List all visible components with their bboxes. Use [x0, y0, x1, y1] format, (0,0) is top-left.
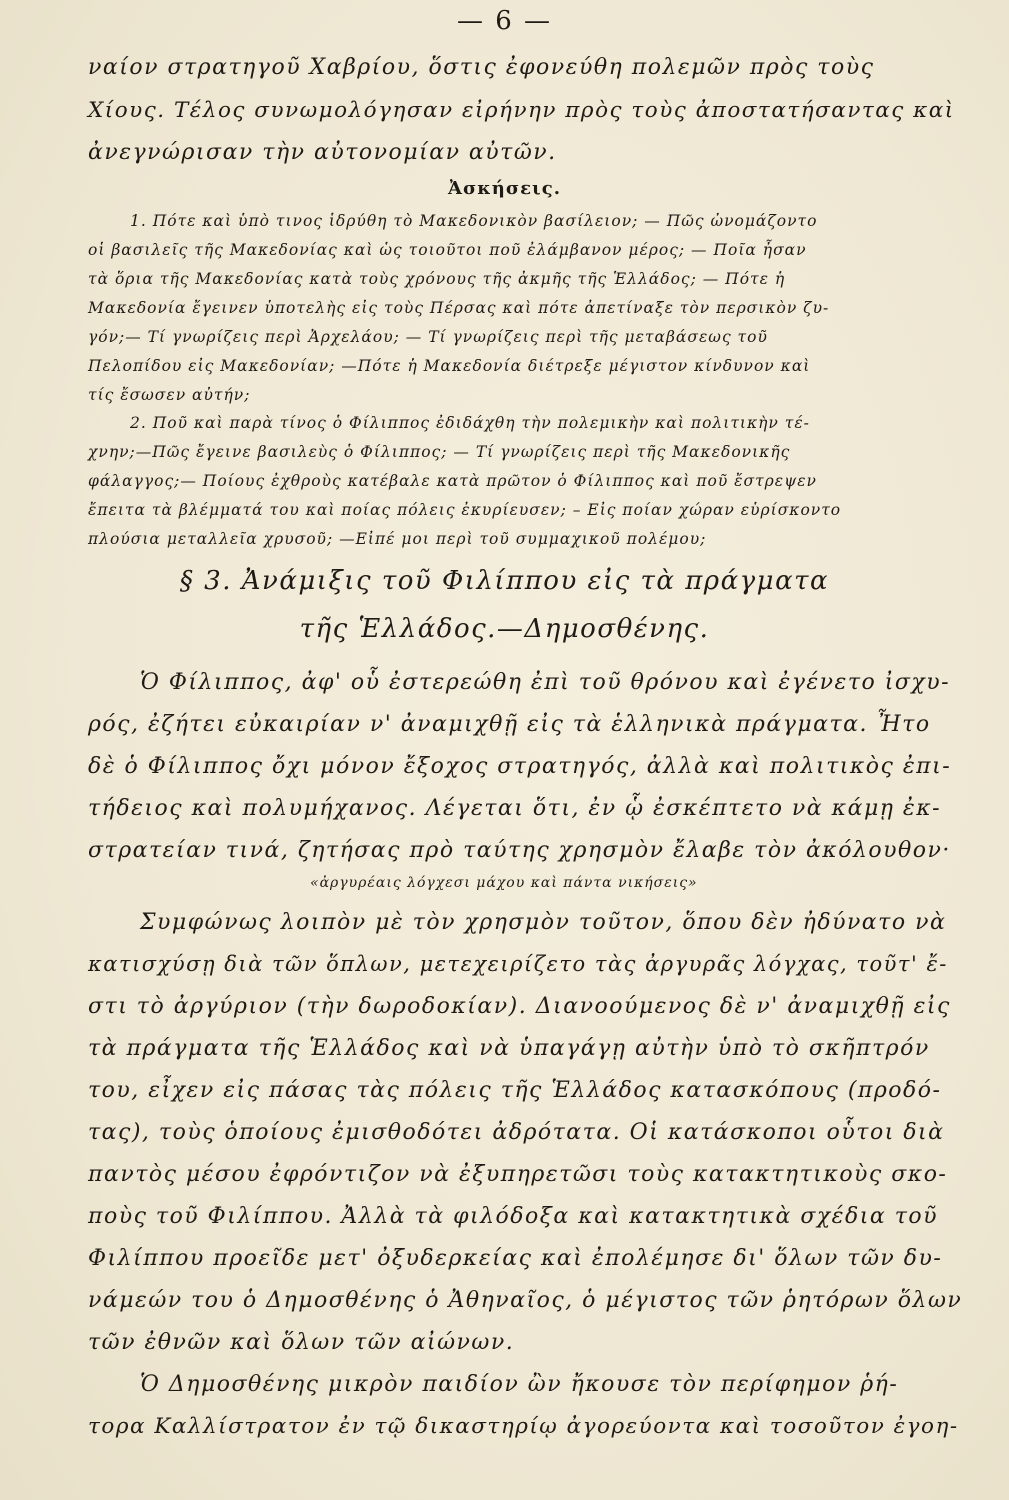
body-line: στι τὸ ἀργύριον (τὴν δωροδοκίαν). Διανοούμενος δὲ ν' ἀναμιχθῇ εἰς: [88, 994, 951, 1019]
section-title: § 3. Ἀνάμιξις τοῦ Φιλίππου εἰς τὰ πράγματα: [179, 566, 830, 596]
exercise-line: 2. Ποῦ καὶ παρὰ τίνος ὁ Φίλιππος ἐδιδάχθη τὴν πολεμικὴν καὶ πολιτικὴν τέ-: [130, 414, 810, 432]
exercise-line: 1. Πότε καὶ ὑπὸ τινος ἱδρύθη τὸ Μακεδονικὸν βασίλειον; — Πῶς ὠνομάζοντο: [130, 212, 818, 230]
oracle-quote: «ἀργυρέαις λόγχεσι μάχου καὶ πάντα νικήσεις»: [310, 875, 698, 891]
body-line: Συμφώνως λοιπὸν μὲ τὸν χρησμὸν τοῦτον, ὅπου δὲν ἠδύνατο νὰ: [140, 910, 947, 935]
body-line: ποὺς τοῦ Φιλίππου. Ἀλλὰ τὰ φιλόδοξα καὶ κατακτητικὰ σχέδια τοῦ: [88, 1204, 938, 1229]
exercise-line: Πελοπίδου εἰς Μακεδονίαν; —Πότε ἡ Μακεδονία διέτρεξε μέγιστον κίνδυνον καὶ: [88, 357, 811, 375]
exercise-line: Μακεδονία ἔγεινεν ὑποτελὴς εἰς τοὺς Πέρσας καὶ πότε ἀπετίναξε τὸν περσικὸν ζυ-: [88, 299, 830, 317]
body-line: Ὁ Δημοσθένης μικρὸν παιδίον ὢν ἤκουσε τὸν περίφημον ῥή-: [140, 1372, 899, 1397]
body-line: παντὸς μέσου ἐφρόντιζον νὰ ἐξυπηρετῶσι τοὺς κατακτητικοὺς σκο-: [88, 1162, 948, 1187]
body-line: του, εἶχεν εἰς πάσας τὰς πόλεις τῆς Ἑλλάδος κατασκόπους (προδό-: [88, 1078, 942, 1103]
body-line: τορα Καλλίστρατον ἐν τῷ δικαστηρίῳ ἀγορεύοντα καὶ τοσοῦτον ἐγοη-: [88, 1414, 959, 1439]
body-line: τήδειος καὶ πολυμήχανος. Λέγεται ὅτι, ἐν ᾧ ἐσκέπτετο νὰ κάμῃ ἐκ-: [88, 796, 942, 821]
intro-line: Χίους. Τέλος συνωμολόγησαν εἰρήνην πρὸς τοὺς ἀποστατήσαντας καὶ: [88, 98, 955, 123]
body-line: νάμεών του ὁ Δημοσθένης ὁ Ἀθηναῖος, ὁ μέγιστος τῶν ῥητόρων ὅλων: [88, 1288, 963, 1313]
exercise-line: οἱ βασιλεῖς τῆς Μακεδονίας καὶ ὡς τοιοῦτοι ποῦ ἐλάμβανον μέρος; — Ποῖα ἦσαν: [88, 241, 807, 259]
body-line: Φιλίππου προεῖδε μετ' ὀξυδερκείας καὶ ἐπολέμησε δι' ὅλων τῶν δυ-: [88, 1246, 943, 1271]
intro-line: ναίον στρατηγοῦ Χαβρίου, ὅστις ἐφονεύθη πολεμῶν πρὸς τοὺς: [88, 55, 875, 80]
body-line: κατισχύσῃ διὰ τῶν ὅπλων, μετεχειρίζετο τὰς ἀργυρᾶς λόγχας, τοῦτ' ἔ-: [88, 952, 948, 976]
body-line: τὰ πράγματα τῆς Ἑλλάδος καὶ νὰ ὑπαγάγῃ αὐτὴν ὑπὸ τὸ σκῆπτρόν: [88, 1036, 930, 1061]
body-line: στρατείαν τινά, ζητήσας πρὸ ταύτης χρησμὸν ἔλαβε τὸν ἀκόλουθον·: [88, 838, 951, 863]
exercise-line: χνην;—Πῶς ἔγεινε βασιλεὺς ὁ Φίλιππος; — Τί γνωρίζεις περὶ τῆς Μακεδονικῆς: [88, 443, 791, 461]
exercise-line: τίς ἔσωσεν αὐτήν;: [88, 386, 251, 404]
exercise-line: ἔπειτα τὰ βλέμματά του καὶ ποίας πόλεις ἐκυρίευσεν; – Εἰς ποίαν χώραν εὑρίσκοντο: [88, 501, 842, 519]
intro-line: ἀνεγνώρισαν τὴν αὐτονομίαν αὐτῶν.: [88, 140, 557, 165]
exercise-line: φάλαγγος;— Ποίους ἐχθροὺς κατέβαλε κατὰ πρῶτον ὁ Φίλιππος καὶ ποῦ ἔστρεψεν: [88, 472, 817, 490]
exercise-line: γόν;— Τί γνωρίζεις περὶ Ἀρχελάου; — Τί γνωρίζεις περὶ τῆς μεταβάσεως τοῦ: [88, 328, 768, 346]
body-line: τας), τοὺς ὁποίους ἐμισθοδότει ἀδρότατα. Οἱ κατάσκοποι οὗτοι διὰ: [88, 1120, 945, 1145]
exercise-line: τὰ ὅρια τῆς Μακεδονίας κατὰ τοὺς χρόνους τῆς ἀκμῆς τῆς Ἑλλάδος; — Πότε ἡ: [88, 270, 786, 288]
body-line: Ὁ Φίλιππος, ἀφ' οὗ ἐστερεώθη ἐπὶ τοῦ θρόνου καὶ ἐγένετο ἰσχυ-: [140, 670, 951, 695]
page-number: — 6 —: [456, 6, 553, 36]
exercises-heading: Ἀσκήσεις.: [448, 178, 561, 199]
body-line: ρός, ἐζήτει εὐκαιρίαν ν' ἀναμιχθῇ εἰς τὰ ἑλληνικὰ πράγματα. Ἦτο: [88, 712, 931, 737]
body-line: δὲ ὁ Φίλιππος ὄχι μόνον ἔξοχος στρατηγός, ἀλλὰ καὶ πολιτικὸς ἐπι-: [88, 754, 952, 779]
section-subtitle: τῆς Ἑλλάδος.—Δημοσθένης.: [299, 614, 710, 644]
exercise-line: πλούσια μεταλλεῖα χρυσοῦ; —Εἰπέ μοι περὶ τοῦ συμμαχικοῦ πολέμου;: [88, 530, 707, 548]
body-line: τῶν ἐθνῶν καὶ ὅλων τῶν αἰώνων.: [88, 1330, 515, 1355]
